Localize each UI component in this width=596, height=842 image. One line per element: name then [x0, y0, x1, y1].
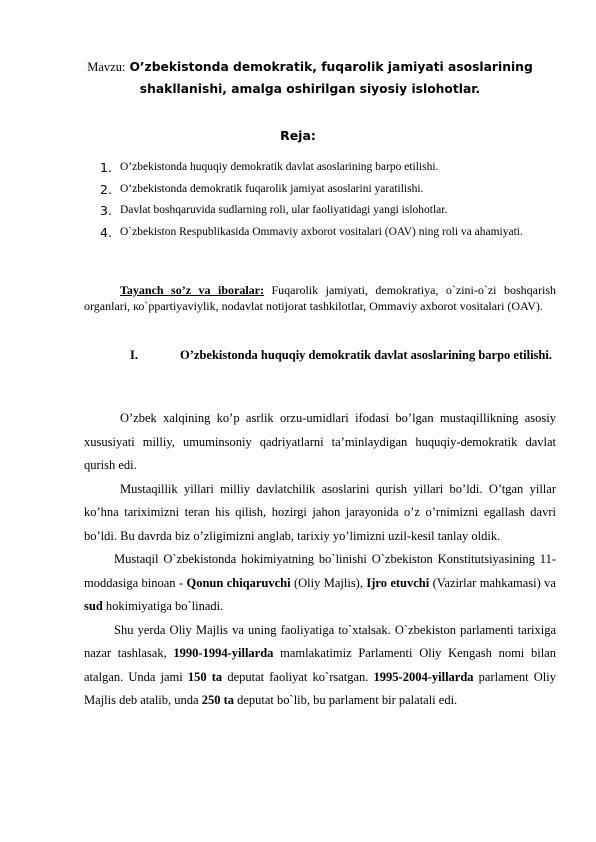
plan-item: [100, 182, 560, 198]
paragraph-4-text: deputat bo`lib, bu parlament bir palatali edi.: [233, 693, 458, 707]
plan-item-text: Davlat boshqaruvida sudlarning roli, ular faoliyatidagi yangi islohotlar.: [120, 204, 448, 216]
plan-item-text: O`zbekiston Respublikasida Ommaviy axborot vositalari (OAV) ning roli va ahamiyati.: [120, 225, 523, 238]
paragraph-2: Mustaqillik yillari milliy davlatchilik asoslarini qurish yillari bo’ldi. O’tgan yillar ko’hna tariximizni teran his qilish, hozirgi jahon jarayonida o’z o’rnimizni egallash davri bo’ldi. Bu davrda biz o’zligimizni anglab, tarixiy yo’limizni uzil-kesil tanlay oldik.: [84, 481, 556, 543]
paragraph-3-text: hokimiyatiga bo`linadi.: [102, 599, 224, 613]
section-number: I.: [130, 348, 138, 362]
paragraph-3: [84, 548, 556, 619]
plan-item: [100, 203, 560, 219]
plan-item-number: 1.: [100, 160, 112, 175]
plan-list: [100, 160, 560, 246]
body-text: [84, 407, 556, 713]
paragraph-3-text: (Oliy Majlis),: [290, 575, 367, 590]
period-1990-1994: 1990-1994-yillarda: [173, 646, 274, 660]
deputies-150: 150 ta: [187, 669, 223, 684]
paragraph-3-text: Mustaqil O`zbekistonda hokimiyatning bo`linishi O`zbekiston Konstitutsiyasining 11- moddasiga binoan -: [84, 552, 556, 590]
plan-item-number: 2.: [100, 181, 112, 197]
keywords-paragraph: [84, 283, 556, 314]
plan-heading: Reja:: [280, 128, 316, 143]
plan-item-text: O’zbekistonda demokratik fuqarolik jamiyat asoslarini yaratilishi.: [120, 182, 424, 195]
plan-item-number: 3.: [100, 203, 112, 218]
paragraph-4-text: Shu yerda Oliy Majlis va uning faoliyatiga to`xtalsak. O`zbekiston parlamenti tarixiga nazar tashlasak,: [84, 622, 556, 660]
plan-item: [100, 160, 560, 176]
topic-title: O’zbekistonda demokratik, fuqarolik jamiyati asoslarining shakllanishi, amalga oshirilgan siyosiy islohotlar.: [129, 60, 533, 96]
executive-term: Ijro etuvchi: [366, 575, 430, 590]
legislative-term: Qonun chiqaruvchi: [186, 575, 291, 590]
paragraph-4-text: mamlakatimiz Parlamenti Oliy Kengash nomi bilan atalgan. Unda jami: [84, 646, 556, 684]
plan-item: [100, 225, 560, 241]
paragraph-4: [84, 619, 556, 713]
deputies-250: 250 ta: [201, 693, 234, 707]
period-1995-2004: 1995-2004-yillarda: [373, 669, 474, 684]
keywords-label: Tayanch so’z va iboralar:: [120, 283, 264, 297]
section-heading: [130, 346, 560, 364]
keywords-text: Fuqarolik jamiyati, demokratiya, o`zini-o`zi boshqarish organlari, ко`ppartiyaviylik, nodavlat notijorat tashkilotlar, Ommaviy axborot vositalari (OAV).: [84, 283, 556, 313]
topic-label: Mavzu:: [87, 60, 126, 74]
topic-header: [60, 56, 560, 100]
paragraph-1: O’zbek xalqining ko’p asrlik orzu-umidlari ifodasi bo’lgan mustaqillikning asosiy xususiyati milliy, umuminsoniy qadriyatlarni ta’minlaydigan huquqiy-demokratik davlat qurish edi.: [84, 411, 556, 472]
paragraph-3-text: (Vazirlar mahkamasi) va: [429, 575, 556, 590]
judicial-term: sud: [84, 599, 103, 613]
plan-item-number: 4.: [100, 224, 112, 240]
plan-item-text: O’zbekistonda huquqiy demokratik davlat asoslarining barpo etilishi.: [120, 161, 439, 173]
paragraph-4-text: parlament Oliy Majlis deb atalib, unda: [84, 669, 556, 707]
paragraph-4-text: deputat faoliyat ko`rsatgan.: [222, 669, 374, 684]
section-title: O’zbekistonda huquqiy demokratik davlat asoslarining barpo etilishi.: [180, 348, 552, 362]
